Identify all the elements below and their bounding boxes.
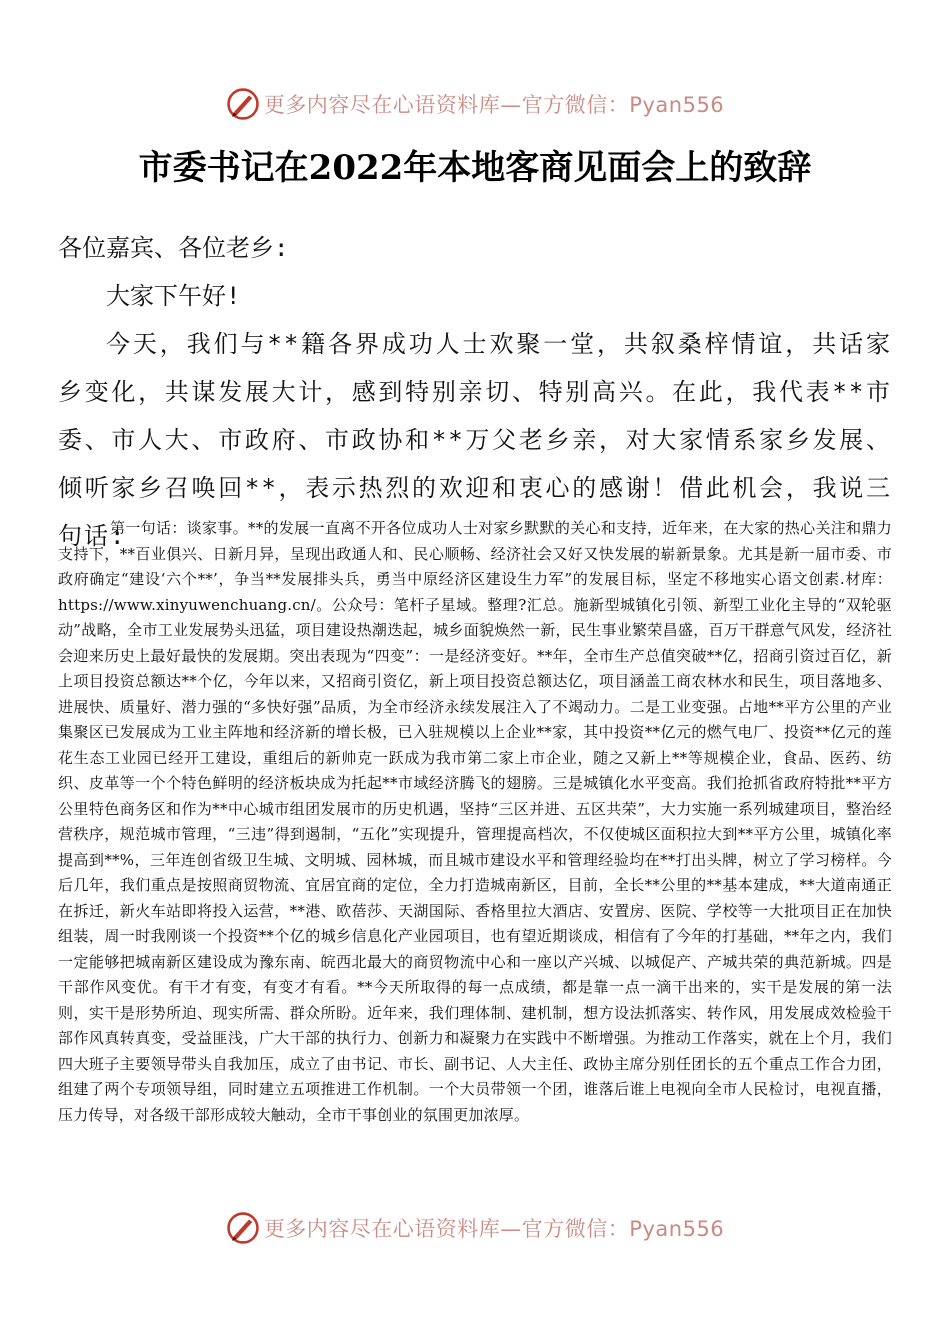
footer-watermark-banner xyxy=(0,1208,950,1248)
pen-logo-icon xyxy=(226,1211,260,1245)
document-title: 市委书记在2022年本地客商见面会上的致辞 xyxy=(138,148,812,188)
speech-opening xyxy=(58,224,892,560)
intro-paragraph: 今天，我们与**籍各界成功人士欢聚一堂，共叙桑梓情谊，共话家乡变化，共谋发展大计，感到特别亲切、特别高兴。在此，我代表**市委、市人大、市政府、市政协和**万父老乡亲，对大家情系家乡发展、倾听家乡召唤回**，表示热烈的欢迎和衷心的感谢！借此机会，我说三句话: xyxy=(58,330,892,550)
banner-text: 更多内容尽在心语资料库—官方微信：Pyan556 xyxy=(263,1217,725,1241)
header-watermark-banner xyxy=(0,84,950,124)
greeting: 大家下午好! xyxy=(106,282,241,310)
body-paragraph: 第一句话：谈家事。**的发展一直离不开各位成功人士对家乡默默的关心和支持，近年来，在大家的热心关注和鼎力支持下，**百业俱兴、日新月异，呈现出政通人和、民心顺畅、经济社会又好又快发展的崭新景象。尤其是新一届市委、市政府确定“建设‘六个**’，争当**发展排头兵，勇当中原经济区建设生力军”的发展目标，坚定不移地实心语文创素.材库：https://www.xinyuwenchuang.cn/。公众号：笔杆子星域。整理?汇总。施新型城镇化引领、新型工业化主导的“双轮驱动”战略，全市工业发展势头迅猛，项目建设热潮迭起，城乡面貌焕然一新，民生事业繁荣昌盛，百万干群意气风发，经济社会迎来历史上最好最快的发展期。突出表现为“四变”：一是经济变好。**年，全市生产总值突破**亿，招商引资过百亿，新上项目投资总额达**个亿，今年以来，又招商引资亿，新上项目投资总额达亿，项目涵盖工商农林水和民生，项目落地多、进展快、质量好、潜力强的“多快好强”品质，为全市经济永续发展注入了不竭动力。二是工业变强。占地**平方公里的产业集聚区已发展成为工业主阵地和经济新的增长极，已入驻规模以上企业**家，其中投资**亿元的燃气电厂、投资**亿元的莲花生态工业园已经开工建设，重组后的新帅克一跃成为我市第二家上市企业，随之又新上**等规模企业，食品、医药、纺织、皮革等一个个特色鲜明的经济板块成为托起**市域经济腾飞的翅膀。三是城镇化水平变高。我们抢抓省政府特批**平方公里特色商务区和作为**中心城市组团发展市的历史机遇，坚持“三区并进、五区共荣”，大力实施一系列城建项目，整治经营秩序，规范城市管理，“三违”得到遏制，“五化”实现提升，管理提高档次，不仅使城区面积拉大到**平方公里，城镇化率提高到**%，三年连创省级卫生城、文明城、园林城，而且城市建设水平和管理经验均在**打出头牌，树立了学习榜样。今后几年，我们重点是按照商贸物流、宜居宜商的定位，全力打造城南新区，目前，全长**公里的**基本建成，**大道南通正在拆迁，新火车站即将投入运营，**港、欧蓓莎、天湖国际、香格里拉大酒店、安置房、医院、学校等一大批项目正在加快组装，周一时我刚谈一个投资**个亿的城乡信息化产业园项目，也有望近期谈成，相信有了今年的打基础，**年之内，我们一定能够把城南新区建设成为豫东南、皖西北最大的商贸物流中心和一座以产兴城、以城促产、产城共荣的典范新城。四是干部作风变优。有干才有变，有变才有看。**今天所取得的每一点成绩，都是靠一点一滴干出来的，实干是发展的第一法则，实干是形势所迫、现实所需、群众所盼。近年来，我们理体制、建机制，想方设法抓落实、转作风，用发展成效检验干部作风真转真变，受益匪浅，广大干部的执行力、创新力和凝聚力在实践中不断增强。为推动工作落实，就在上个月，我们四大班子主要领导带头自我加压，成立了由书记、市长、副书记、人大主任、政协主席分别任团长的五个重点工作合力团，组建了两个专项领导组，同时建立五项推进工作机制。一个大员带领一个团，谁落后谁上电视向全市人民检讨，电视直播，压力传导，对各级干部形成较大触动，全市干事创业的氛围更加浓厚。 xyxy=(58,519,892,1124)
pen-logo-icon xyxy=(226,87,260,121)
salutation: 各位嘉宾、各位老乡: xyxy=(58,234,289,262)
banner-text: 更多内容尽在心语资料库—官方微信：Pyan556 xyxy=(263,93,725,117)
